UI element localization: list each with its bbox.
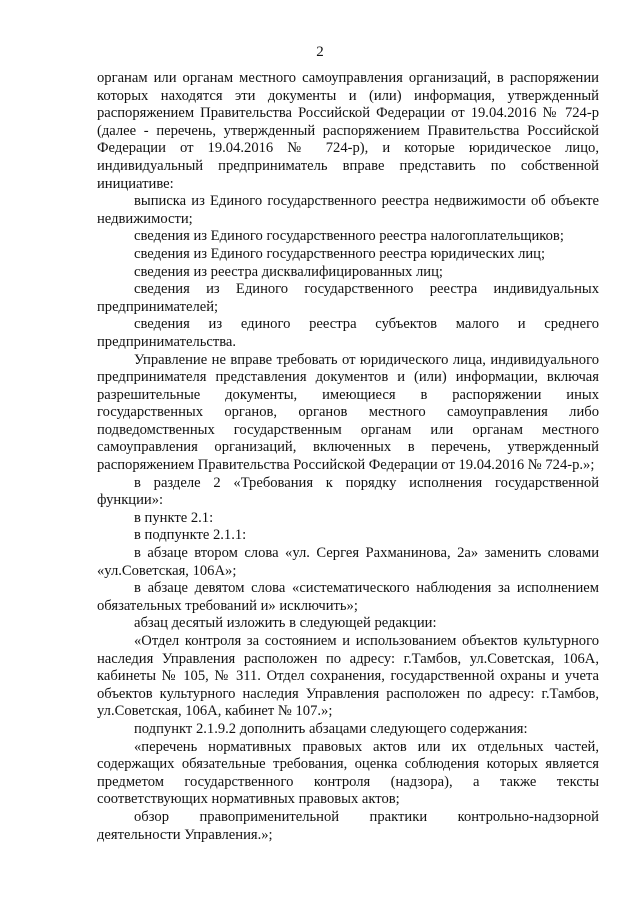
- paragraph: сведения из единого реестра субъектов малого и среднего предпринимательства.: [97, 316, 599, 350]
- paragraph: в разделе 2 «Требования к порядку исполнения государственной функции»:: [97, 474, 599, 509]
- paragraph: органам или органам местного самоуправления организаций, в распоряжении которых находятся эти документы и (или) информация, утвержденный распоряжением Правительства Российской Федерации от 19.04.2016 № 724-р (далее - перечень, утвержденный распоряжением Правительства Российской Федерации от 19.04.2016 № 724-р), и которые юридическое лицо, индивидуальный предприниматель вправе представить по собственной инициативе:: [97, 70, 599, 192]
- paragraph: в абзаце девятом слова «систематического наблюдения за исполнением обязательных требований и» исключить»;: [97, 580, 599, 614]
- page-number: 2: [316, 44, 324, 60]
- paragraph: в абзаце втором слова «ул. Сергея Рахманинова, 2а» заменить словами «ул.Советская, 106А»;: [97, 545, 599, 579]
- paragraph: абзац десятый изложить в следующей редакции:: [134, 615, 437, 632]
- paragraph: «перечень нормативных правовых актов или их отдельных частей, содержащих обязательные требования, оценка соблюдения которых является предметом государственного контроля (надзора), а также тексты соответствующих нормативных правовых актов;: [97, 738, 599, 808]
- paragraph: в подпункте 2.1.1:: [134, 527, 247, 544]
- paragraph: в пункте 2.1:: [134, 509, 214, 526]
- document-body: [97, 70, 599, 844]
- paragraph: «Отдел контроля за состоянием и использованием объектов культурного наследия Управления расположен по адресу: г.Тамбов, ул.Советская, 106А, кабинеты № 105, № 311. Отдел сохранения, государственной охраны и учета объектов культурного наследия Управления расположен по адресу: г.Тамбов, ул.Советская, 106А, кабинет № 107.»;: [97, 633, 599, 720]
- paragraph: Управление не вправе требовать от юридического лица, индивидуального предпринимателя представления документов и (или) информации, включая разрешительные документы, имеющиеся в распоряжении иных государственных органов, органов местного самоуправления либо подведомственных государственным органам или органам местного самоуправления организаций, включенных в перечень, утвержденный распоряжением Правительства Российской Федерации от 19.04.2016 № 724-р.»;: [97, 351, 599, 474]
- paragraph: выписка из Единого государственного реестра недвижимости об объекте недвижимости;: [97, 193, 599, 227]
- paragraph: обзор правоприменительной практики контрольно-надзорной деятельности Управления.»;: [97, 808, 599, 843]
- paragraph: сведения из Единого государственного реестра юридических лиц;: [134, 245, 546, 262]
- paragraph: сведения из Единого государственного реестра индивидуальных предпринимателей;: [97, 281, 599, 315]
- paragraph: сведения из Единого государственного реестра налогоплательщиков;: [134, 228, 564, 245]
- paragraph: подпункт 2.1.9.2 дополнить абзацами следующего содержания:: [134, 720, 528, 737]
- paragraph: сведения из реестра дисквалифицированных лиц;: [134, 263, 443, 280]
